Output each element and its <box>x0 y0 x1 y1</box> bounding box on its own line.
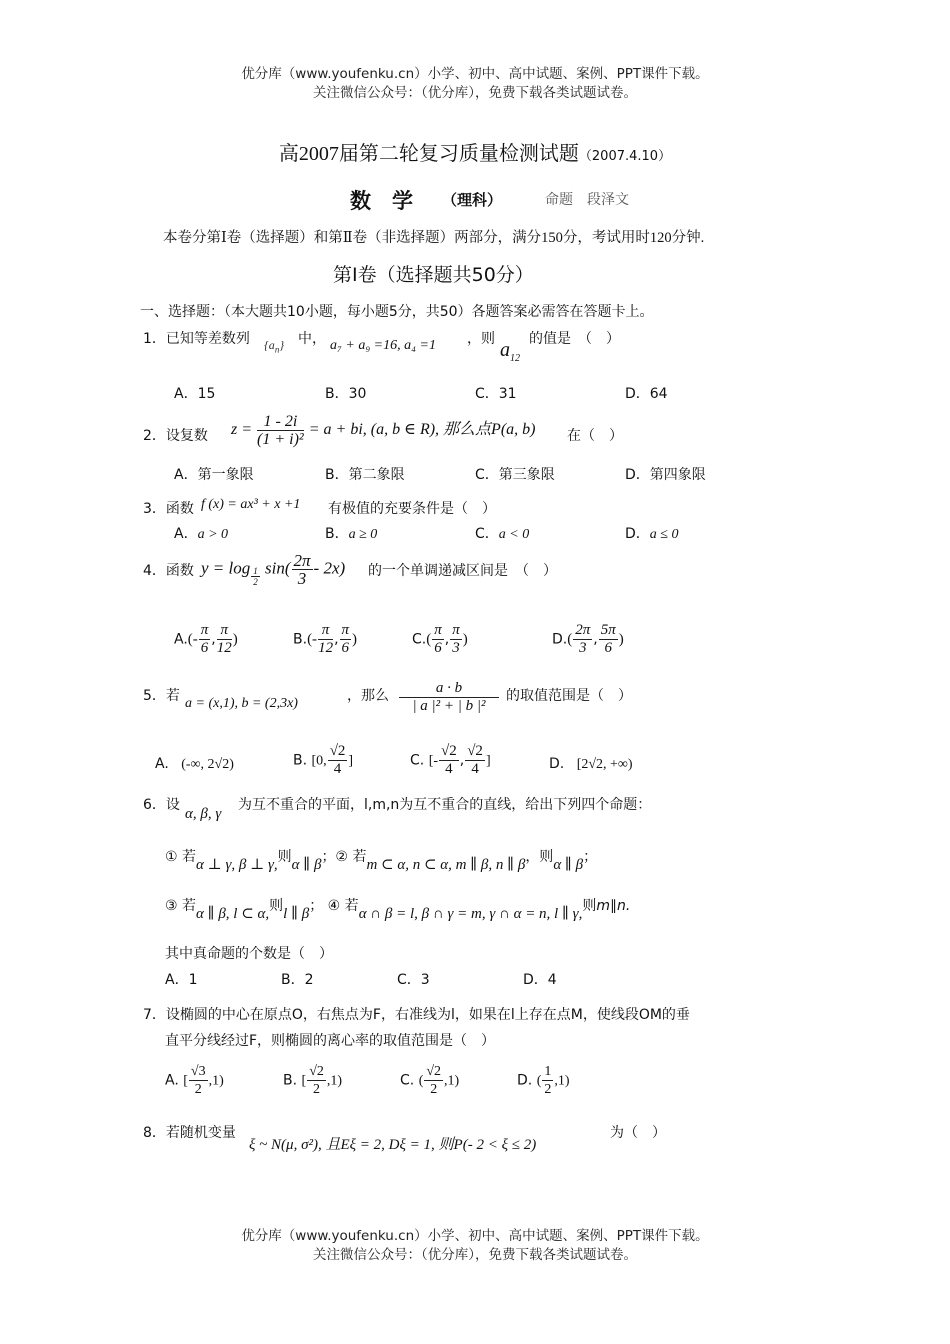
q5-option-b <box>293 743 353 778</box>
q4-option-c: C.( $\frac{\pi}{6}$ , $\frac{\pi}{3}$ ) <box>412 622 468 656</box>
subject-note: （理科） <box>442 191 503 209</box>
q4-d-n1: 2π <box>575 622 591 638</box>
exam-intro: 本卷分第Ⅰ卷（选择题）和第Ⅱ卷（非选择题）两部分，满分150分，考试用时120分钟. <box>163 230 705 246</box>
q1-condition: a₇ + a₉ =16, a₄ =1 <box>330 338 436 353</box>
q1-mid: 中， <box>298 331 326 347</box>
q7-option-c-post: ,1) <box>444 1073 460 1089</box>
q7-option-c-pre: ( <box>418 1073 424 1089</box>
q2-option-d: D．第四象限 <box>625 467 706 483</box>
q6-count: 其中真命题的个数是（ ） <box>165 946 333 962</box>
q3-option-d <box>625 523 678 543</box>
question-8: 8．若随机变量 <box>143 1125 236 1141</box>
q4-c-d1: 6 <box>434 640 442 656</box>
header-line-1: 优分库（www.youfenku.cn）小学、初中、高中试题、案例、PPT课件下载。 <box>241 66 709 82</box>
q6-p4-label: ； ④ 若 <box>309 898 359 914</box>
q5-option-a <box>155 756 234 773</box>
q2-option-b: B．第二象限 <box>325 467 405 483</box>
q5-option-d-label: D. <box>549 756 565 772</box>
q4-a-n1: π <box>200 622 209 638</box>
q5-c-num1: √2 <box>441 743 457 759</box>
q5-option-b-pre: [0, <box>311 753 327 769</box>
q7-option-b-frac <box>307 1063 326 1098</box>
q1-tail: 的值是 （ ） <box>529 331 620 347</box>
q7-option-a <box>165 1063 224 1098</box>
q2-rest: = a + bi, (a, b ∈ R), 那么点P(a, b) <box>308 421 536 439</box>
q7-d-den: 2 <box>544 1082 552 1097</box>
q4-option-d-pre: ( <box>567 631 573 648</box>
q6-p1-then: 则 <box>277 849 292 865</box>
q7-option-c-frac <box>424 1063 443 1098</box>
q4-a-d1: 6 <box>200 640 209 656</box>
q3-option-c <box>475 523 529 543</box>
q1-set-end: } <box>279 338 285 352</box>
q4-tail: 的一个单调递减区间是 （ ） <box>368 563 557 579</box>
q4-option-a-pre: (- <box>187 631 198 648</box>
question-1 <box>143 328 250 348</box>
q4-option-b-pre: (- <box>307 631 318 648</box>
q4-d-d1: 3 <box>578 640 587 656</box>
footer-line-2: 关注微信公众号：（优分库），免费下载各类试题试卷。 <box>313 1247 637 1263</box>
q5-vectors: a = (x,1), b = (2,3x) <box>185 696 298 711</box>
q4-frac-den: 3 <box>297 569 307 588</box>
q3-option-a <box>174 523 228 543</box>
q4-d-n2: 5π <box>600 622 616 638</box>
q3-option-c-label: C． <box>475 526 499 542</box>
q3-option-d-math: a ≤ 0 <box>649 527 679 542</box>
q4-c-n2: π <box>452 622 460 638</box>
section-heading: 第Ⅰ卷（选择题共50分） <box>333 264 534 286</box>
q7-option-d-label: D. <box>517 1072 533 1089</box>
q7-option-a-frac <box>189 1063 208 1098</box>
q6-p3-result: l ∥ β <box>283 906 310 922</box>
q1-option-a: A．15 <box>174 386 216 402</box>
q6-proposition-1 <box>165 846 598 873</box>
q4-option-a-label: A. <box>174 631 188 648</box>
q4-d-d2: 6 <box>604 640 612 656</box>
q7-option-c <box>400 1063 459 1098</box>
q4-option-b-label: B. <box>293 631 308 648</box>
q2-expression <box>231 413 535 448</box>
q3-option-a-math: a > 0 <box>197 527 229 542</box>
header-line-2: 关注微信公众号：（优分库），免费下载各类试题试卷。 <box>313 85 637 101</box>
q7-option-d <box>517 1063 570 1098</box>
q6-p4-math: α ∩ β = l, β ∩ γ = m, γ ∩ α = n, l ∥ γ, <box>358 906 583 922</box>
q6-tail: 为互不重合的平面，l,m,n为互不重合的直线，给出下列四个命题： <box>238 797 652 813</box>
q7-option-a-pre: [ <box>183 1073 188 1089</box>
q5-option-b-frac <box>328 743 348 778</box>
question-6: 6．设 <box>143 797 180 813</box>
q4-option-b-post: ) <box>352 631 358 648</box>
q7-option-a-post: ,1) <box>208 1073 224 1089</box>
q5-option-d-math: [2√2, +∞) <box>576 757 633 772</box>
q1-set-sub: n <box>274 344 280 355</box>
question-3: 3．函数 <box>143 501 194 517</box>
q6-option-c: C．3 <box>397 972 430 988</box>
q1-a12 <box>500 339 520 364</box>
q1-lead: 1．已知等差数列 <box>143 331 250 347</box>
q3-option-d-label: D． <box>625 526 650 542</box>
q6-p1-math: α ⊥ γ, β ⊥ γ, <box>196 857 278 873</box>
q5-c-den1: 4 <box>445 761 453 777</box>
q4-log: y = log <box>201 558 251 578</box>
q4-option-a-frac1 <box>199 622 211 657</box>
q6-p2-label: ；② 若 <box>321 849 367 865</box>
q7-a-den: 2 <box>194 1082 202 1097</box>
q7-option-d-frac <box>542 1063 553 1098</box>
question-5: 5．若 <box>143 688 180 704</box>
q5-option-c-comma: , <box>459 752 465 769</box>
q4-option-b-frac2 <box>340 622 352 657</box>
q1-a12-letter: a <box>500 339 510 361</box>
q4-option-c-frac2 <box>450 622 462 657</box>
q6-p2-math: m ⊂ α, n ⊂ α, m ∥ β, n ∥ β <box>366 857 526 873</box>
exam-title <box>0 137 950 166</box>
q6-option-b: B．2 <box>281 972 314 988</box>
q5-option-c-frac1 <box>439 743 459 778</box>
q5-option-c-label: C. <box>410 752 425 769</box>
q6-option-d: D．4 <box>523 972 557 988</box>
q6-p4-result: m∥n. <box>596 898 631 914</box>
q3-option-a-label: A． <box>174 526 198 542</box>
q8-tail: 为（ ） <box>610 1125 666 1141</box>
q4-c-d2: 3 <box>452 640 460 656</box>
q2-option-c: C．第三象限 <box>475 467 555 483</box>
q1-a12-sub: 12 <box>510 353 520 364</box>
q3-function: f (x) = ax³ + x +1 <box>201 497 301 512</box>
q7-option-b-pre: [ <box>301 1073 307 1089</box>
q6-p3-then: 则 <box>269 898 284 914</box>
q4-fraction <box>292 552 313 587</box>
q5-option-a-label: A. <box>155 756 169 772</box>
q2-fraction <box>257 413 304 448</box>
q1-option-c: C．31 <box>475 386 517 402</box>
q7-a-num: √3 <box>190 1064 206 1079</box>
q5-numerator: a · b <box>399 680 499 698</box>
q2-tail: 在（ ） <box>567 428 623 444</box>
question-7-line-2: 直平分线经过F，则椭圆的离心率的取值范围是（ ） <box>165 1033 496 1049</box>
q5-option-b-label: B. <box>293 752 308 769</box>
q7-option-b-post: ,1) <box>326 1073 343 1089</box>
q6-p2-result: α ∥ β <box>553 857 584 873</box>
q8-math: ξ ~ N(μ, σ²), 且Eξ = 2, Dξ = 1, 则P(- 2 < ξ ≤ 2) <box>249 1137 537 1153</box>
q2-numerator: 1 - 2i <box>257 413 304 431</box>
q6-option-a: A．1 <box>165 972 198 988</box>
exam-date: （2007.4.10） <box>578 149 672 164</box>
q5-tail: 的取值范围是（ ） <box>506 688 632 704</box>
question-2: 2．设复数 <box>143 428 208 444</box>
q4-sin: sin( <box>265 558 291 578</box>
q4-option-d-post: ) <box>618 631 624 648</box>
footer-line-1: 优分库（www.youfenku.cn）小学、初中、高中试题、案例、PPT课件下载。 <box>241 1228 709 1244</box>
q3-option-b-label: B． <box>325 526 349 542</box>
q5-denominator: | a |² + | b |² <box>412 698 486 714</box>
q1-option-d: D．64 <box>625 386 668 402</box>
q6-p1-label: ① 若 <box>165 849 197 865</box>
q4-b-d2: 6 <box>341 640 350 656</box>
q4-option-d-label: D. <box>552 631 568 648</box>
q1-option-b: B．30 <box>325 386 367 402</box>
q4-base-den: 2 <box>253 577 258 588</box>
q4-a-n2: π <box>217 622 232 640</box>
q4-option-c-label: C. <box>412 631 427 648</box>
q5-option-c-pre: [- <box>428 753 439 769</box>
q1-set: {a <box>264 338 275 352</box>
q7-option-b-label: B. <box>283 1072 298 1089</box>
q4-option-d-frac1 <box>573 622 592 657</box>
q6-p2-end: ； <box>583 849 598 865</box>
instructions: 一、选择题：（本大题共10小题，每小题5分，共50）各题答案必需答在答题卡上。 <box>140 304 654 320</box>
q7-c-num: √2 <box>426 1064 442 1079</box>
exam-title-main: 高2007届第二轮复习质量检测试题 <box>278 143 579 165</box>
q4-base-num: 1 <box>253 566 258 577</box>
q5-frac <box>399 680 499 715</box>
q4-rest: - 2x) <box>313 558 346 578</box>
q5-option-c <box>410 743 491 778</box>
q5-option-c-post: ] <box>485 753 491 769</box>
q7-option-d-pre: ( <box>536 1073 542 1089</box>
q4-option-d-frac2 <box>599 622 618 657</box>
q6-greek: α, β, γ <box>185 806 222 822</box>
q4-option-c-frac1 <box>432 622 444 657</box>
q5-option-a-math: (-∞, 2√2) <box>181 757 234 772</box>
q5-c-den2: 4 <box>471 761 479 777</box>
q4-frac-num: 2π <box>293 551 311 570</box>
q7-d-num: 1 <box>544 1064 552 1079</box>
q4-a-d2: 12 <box>216 640 232 656</box>
q4-option-c-pre: ( <box>426 631 432 648</box>
q1-then: ，则 <box>467 331 495 347</box>
q6-proposition-3 <box>165 895 631 922</box>
q5-mid: ，那么 <box>347 688 389 704</box>
question-4: 4．函数 <box>143 563 194 579</box>
q6-p1-result: α ∥ β <box>291 857 322 873</box>
q6-p3-label: ③ 若 <box>165 898 197 914</box>
q4-option-b-frac1 <box>318 622 333 657</box>
q4-option-b: B.(- $\frac{\pi}{12}$ , $\frac{\pi}{6}$ ) <box>293 622 358 656</box>
q4-log-base <box>251 566 260 587</box>
q3-option-c-math: a < 0 <box>498 527 530 542</box>
q3-option-b <box>325 523 377 543</box>
question-7-line-1: 7．设椭圆的中心在原点O，右焦点为F，右准线为l，如果在l上存在点M，使线段OM的垂 <box>143 1007 690 1023</box>
q7-b-num: √2 <box>309 1064 324 1079</box>
q6-p3-math: α ∥ β, l ⊂ α, <box>196 906 270 922</box>
q7-c-den: 2 <box>430 1082 438 1097</box>
q4-option-d: D.( $\frac{2\pi}{3}$ , $\frac{5\pi}{6}$ ) <box>552 622 624 656</box>
q4-option-a-post: ) <box>232 631 238 648</box>
q7-option-b <box>283 1063 342 1098</box>
q3-tail: 有极值的充要条件是（ ） <box>328 501 496 517</box>
q5-c-num2: √2 <box>467 743 483 759</box>
author-credit: 命题 段泽文 <box>545 193 629 208</box>
subject-heading: 数 学 <box>350 189 413 213</box>
q5-b-num: √2 <box>329 743 346 759</box>
q4-expression <box>201 552 345 587</box>
q7-option-c-label: C. <box>400 1072 415 1089</box>
q4-c-n1: π <box>434 622 442 638</box>
q3-option-b-math: a ≥ 0 <box>348 527 378 542</box>
q5-fraction <box>398 680 500 715</box>
q7-option-d-post: ,1) <box>554 1073 570 1089</box>
q2-option-a: A．第一象限 <box>174 467 254 483</box>
q5-option-c-frac2 <box>465 743 485 778</box>
q4-option-a: A.(- $\frac{\pi}{6}$ , $\frac{\pi}{12}$ ) <box>174 622 238 656</box>
q5-b-den: 4 <box>333 761 342 777</box>
q1-sequence <box>264 338 284 354</box>
q6-p4-then: 则 <box>582 898 597 914</box>
q2-denominator: (1 + i)² <box>257 431 304 448</box>
q4-b-d1: 12 <box>318 640 334 656</box>
q7-b-den: 2 <box>313 1082 321 1097</box>
q4-b-n1: π <box>318 622 333 640</box>
q4-option-c-post: ) <box>462 631 468 648</box>
q4-option-a-frac2 <box>217 622 232 657</box>
q5-option-d <box>549 756 633 773</box>
q6-p2-then: ，则 <box>525 849 554 865</box>
q4-b-n2: π <box>341 622 350 638</box>
q5-option-b-post: ] <box>348 753 354 769</box>
q7-option-a-label: A. <box>165 1072 179 1089</box>
q2-z: z = <box>231 421 253 439</box>
